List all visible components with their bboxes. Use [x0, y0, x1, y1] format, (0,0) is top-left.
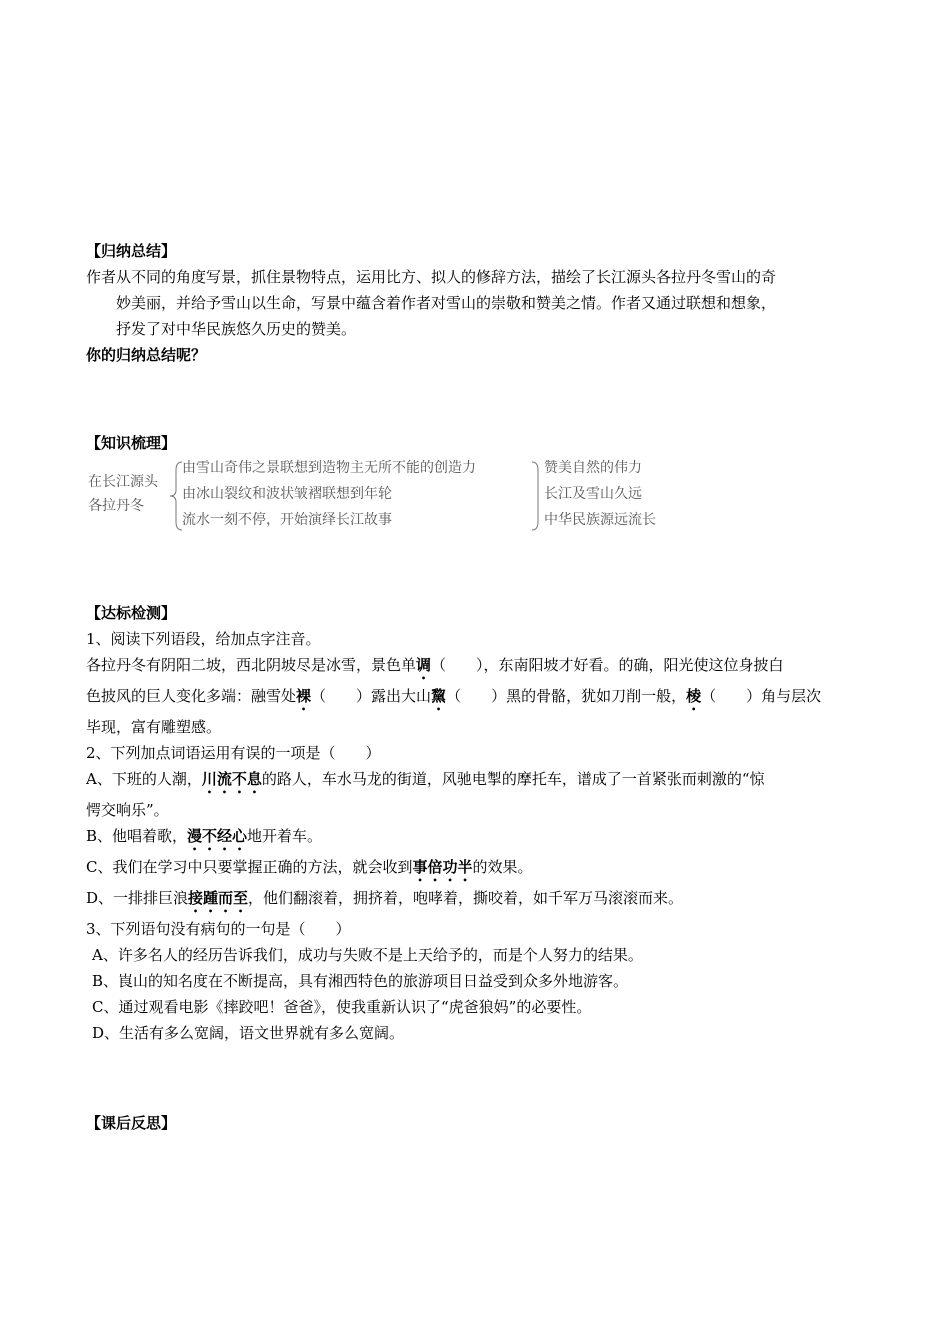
summary-prompt: 你的归纳总结呢？	[86, 346, 207, 364]
q1-line-2	[86, 683, 876, 714]
option-text: 地开着车。	[247, 827, 323, 845]
option-text: ，他们翻滚着，拥挤着，咆哮着，撕咬着，如千军万马滚滚而来。	[248, 889, 684, 907]
option-text: B、他唱着歌，	[86, 827, 188, 845]
q3-title: 3、下列语句没有病句的一句是（ ）	[86, 920, 351, 938]
q2-option-a	[86, 766, 876, 797]
dotted-char: 棱	[686, 687, 702, 705]
option-text: C、我们在学习中只要掌握正确的方法，就会收到	[86, 858, 413, 876]
q3-option-a: A、许多名人的经历告诉我们，成功与失败不是上天给予的，而是个人努力的结果。	[92, 946, 643, 964]
dotted-phrase: 接踵而至	[188, 889, 249, 907]
summary-text-line-2: 妙美丽，并给予雪山以生命，写景中蕴含着作者对雪山的崇敬和赞美之情。作者又通过联想和想象，	[116, 294, 777, 312]
q1-text: 各拉丹冬有阴阳二坡，西北阴坡尽是冰雪，景色单	[86, 656, 417, 674]
diagram-middle-2: 由冰山裂纹和波状皱褶联想到年轮	[182, 486, 392, 502]
test-section	[86, 600, 876, 1046]
q2-title: 2、下列加点词语运用有误的一项是（ ）	[86, 744, 381, 762]
q2-option-a-cont: 愕交响乐”。	[86, 801, 169, 819]
summary-text-line-3: 抒发了对中华民族悠久历史的赞美。	[116, 320, 357, 338]
diagram-right-3: 中华民族源远流长	[544, 512, 656, 528]
option-text: 的路人，车水马龙的街道，风驰电掣的摩托车，谱成了一首紧张而刺激的“惊	[261, 770, 765, 788]
diagram-right-1: 赞美自然的伟力	[544, 460, 642, 476]
q1-text: （ ），东南阳坡才好看。的确，阳光使这位身披白	[431, 656, 784, 674]
summary-text-line-1: 作者从不同的角度写景，抓住景物特点，运用比方、拟人的修辞方法，描绘了长江源头各拉丹冬雪山的奇	[86, 268, 777, 286]
option-text: D、一排排巨浪	[86, 889, 189, 907]
q1-line-3: 毕现，富有雕塑感。	[86, 718, 222, 736]
q1-line-1	[86, 652, 876, 683]
q3-option-d: D、生活有多么宽阔，语文世界就有多么宽阔。	[92, 1024, 405, 1042]
q3-option-c: C、通过观看电影《摔跤吧！爸爸》，使我重新认识了“虎爸狼妈”的必要性。	[92, 998, 592, 1016]
diagram-left-line-1: 在长江源头	[88, 474, 158, 490]
dotted-phrase: 漫不经心	[187, 827, 248, 845]
diagram-right-2: 长江及雪山久远	[544, 486, 642, 502]
summary-section	[86, 238, 876, 368]
summary-heading: 【归纳总结】	[86, 242, 177, 260]
dotted-phrase: 川流不息	[201, 770, 262, 788]
q1-text: （ ）角与层次	[701, 687, 822, 705]
knowledge-diagram-svg	[86, 456, 686, 536]
dotted-char: 裸	[296, 687, 312, 705]
reflection-section	[86, 1110, 876, 1136]
knowledge-heading-wrap	[86, 430, 876, 456]
knowledge-heading: 【知识梳理】	[86, 434, 177, 452]
q1-text: （ ）露出大山	[311, 687, 432, 705]
diagram-middle-1: 由雪山奇伟之景联想到造物主无所不能的创造力	[182, 460, 476, 476]
dotted-char: 黧	[431, 687, 447, 705]
dotted-phrase: 事倍功半	[412, 858, 473, 876]
test-heading: 【达标检测】	[86, 604, 177, 622]
diagram-left-line-2: 各拉丹冬	[88, 498, 144, 514]
q1-text: （ ）黑的骨骼，犹如刀削一般，	[446, 687, 687, 705]
option-text: A、下班的人潮，	[86, 770, 202, 788]
q3-option-b: B、崀山的知名度在不断提高，具有湘西特色的旅游项目日益受到众多外地游客。	[92, 972, 629, 990]
q1-title: 1、阅读下列语段，给加点字注音。	[86, 630, 321, 648]
diagram-middle-3: 流水一刻不停，开始演绎长江故事	[182, 512, 392, 528]
q1-text: 色披风的巨人变化多端：融雪处	[86, 687, 297, 705]
reflection-heading: 【课后反思】	[86, 1114, 177, 1132]
q2-option-d	[86, 885, 876, 916]
dotted-char: 调	[416, 656, 432, 674]
q2-option-b	[86, 823, 876, 854]
q2-option-c	[86, 854, 876, 885]
knowledge-diagram	[86, 456, 686, 536]
option-text: 的效果。	[472, 858, 533, 876]
